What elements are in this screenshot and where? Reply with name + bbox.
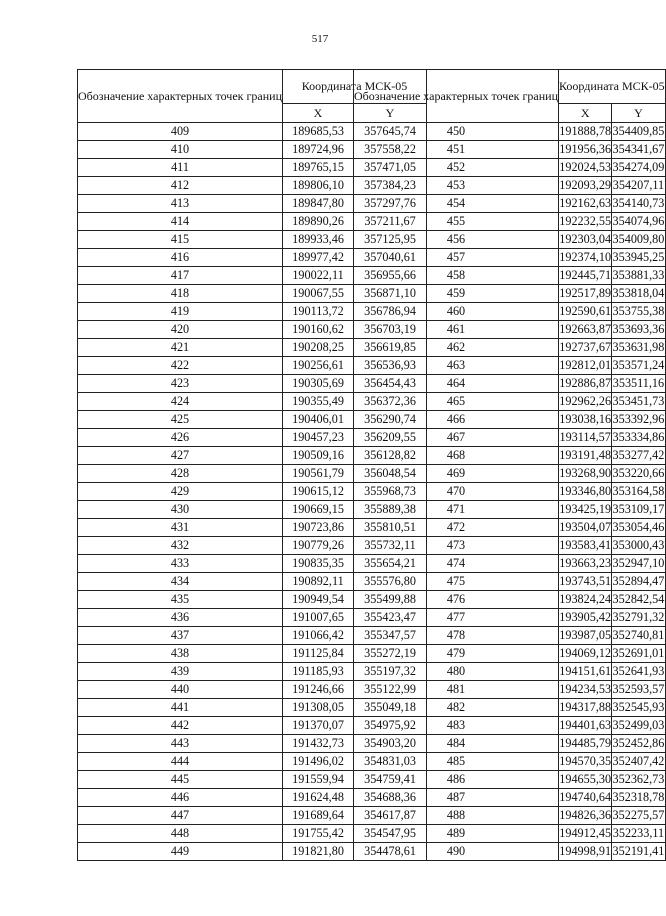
point-number-cell: 430 (78, 501, 283, 519)
table-row (354, 753, 666, 771)
y-coordinate-cell: 355732,11 (354, 537, 427, 555)
x-coordinate-cell: 191956,36 (559, 141, 612, 159)
table-row (354, 267, 666, 285)
x-coordinate-cell: 190406,01 (283, 411, 354, 429)
x-coordinate-cell: 194151,61 (559, 663, 612, 681)
point-number-cell: 426 (78, 429, 283, 447)
y-coordinate-cell: 356536,93 (354, 357, 427, 375)
table-row (354, 501, 666, 519)
table-row (354, 843, 666, 861)
x-coordinate-cell: 194912,45 (559, 825, 612, 843)
point-number-cell: 470 (354, 483, 559, 501)
y-coordinate-cell: 356786,94 (354, 303, 427, 321)
point-number-cell: 481 (354, 681, 559, 699)
point-number-cell: 425 (78, 411, 283, 429)
x-coordinate-cell: 190561,79 (283, 465, 354, 483)
y-coordinate-cell: 356128,82 (354, 447, 427, 465)
x-coordinate-cell: 193346,80 (559, 483, 612, 501)
y-coordinate-cell: 354478,61 (354, 843, 427, 861)
point-number-cell: 439 (78, 663, 283, 681)
x-coordinate-cell: 190305,69 (283, 375, 354, 393)
y-coordinate-cell: 355423,47 (354, 609, 427, 627)
point-number-cell: 412 (78, 177, 283, 195)
y-coordinate-cell: 355810,51 (354, 519, 427, 537)
point-number-cell: 474 (354, 555, 559, 573)
point-number-cell: 433 (78, 555, 283, 573)
x-coordinate-cell: 189724,96 (283, 141, 354, 159)
y-coordinate-cell: 352362,73 (612, 771, 665, 789)
y-coordinate-cell: 356955,66 (354, 267, 427, 285)
x-coordinate-cell: 194069,12 (559, 645, 612, 663)
x-coordinate-cell: 192093,29 (559, 177, 612, 195)
point-number-cell: 466 (354, 411, 559, 429)
point-number-cell: 410 (78, 141, 283, 159)
y-coordinate-cell: 354617,87 (354, 807, 427, 825)
table-row (354, 627, 666, 645)
coordinates-table-right (353, 69, 666, 861)
x-coordinate-cell: 189685,53 (283, 123, 354, 141)
y-coordinate-cell: 354975,92 (354, 717, 427, 735)
point-number-cell: 419 (78, 303, 283, 321)
table-row (354, 735, 666, 753)
table-row (354, 717, 666, 735)
point-number-cell: 469 (354, 465, 559, 483)
point-number-cell: 421 (78, 339, 283, 357)
x-coordinate-cell: 190067,55 (283, 285, 354, 303)
x-coordinate-cell: 192962,26 (559, 393, 612, 411)
point-number-cell: 451 (354, 141, 559, 159)
x-coordinate-cell: 194234,53 (559, 681, 612, 699)
y-coordinate-cell: 354341,67 (612, 141, 665, 159)
y-coordinate-cell: 352191,41 (612, 843, 665, 861)
x-coordinate-cell: 190256,61 (283, 357, 354, 375)
x-coordinate-cell: 194655,30 (559, 771, 612, 789)
x-coordinate-cell: 194401,63 (559, 717, 612, 735)
x-coordinate-cell: 192232,55 (559, 213, 612, 231)
x-coordinate-cell: 191308,05 (283, 699, 354, 717)
x-coordinate-cell: 193114,57 (559, 429, 612, 447)
x-coordinate-cell: 191559,94 (283, 771, 354, 789)
x-coordinate-cell: 189806,10 (283, 177, 354, 195)
table-row (354, 681, 666, 699)
x-coordinate-cell: 191755,42 (283, 825, 354, 843)
point-number-cell: 445 (78, 771, 283, 789)
y-coordinate-cell: 352791,32 (612, 609, 665, 627)
x-coordinate-cell: 193743,51 (559, 573, 612, 591)
y-coordinate-cell: 355968,73 (354, 483, 427, 501)
point-number-cell: 429 (78, 483, 283, 501)
y-coordinate-cell: 355197,32 (354, 663, 427, 681)
x-coordinate-cell: 189765,15 (283, 159, 354, 177)
table-row (354, 231, 666, 249)
y-coordinate-cell: 352407,42 (612, 753, 665, 771)
y-coordinate-cell: 353220,66 (612, 465, 665, 483)
table-row (354, 555, 666, 573)
y-coordinate-cell: 353945,25 (612, 249, 665, 267)
x-coordinate-cell: 192162,63 (559, 195, 612, 213)
y-coordinate-cell: 353818,04 (612, 285, 665, 303)
point-number-cell: 459 (354, 285, 559, 303)
x-coordinate-cell: 190669,15 (283, 501, 354, 519)
point-number-cell: 447 (78, 807, 283, 825)
table-row (354, 339, 666, 357)
table-row (354, 159, 666, 177)
y-coordinate-cell: 352894,47 (612, 573, 665, 591)
table-row (354, 663, 666, 681)
point-number-cell: 476 (354, 591, 559, 609)
point-number-cell: 440 (78, 681, 283, 699)
x-coordinate-cell: 192737,67 (559, 339, 612, 357)
point-number-cell: 450 (354, 123, 559, 141)
x-coordinate-cell: 191821,80 (283, 843, 354, 861)
point-number-cell: 417 (78, 267, 283, 285)
x-coordinate-cell: 194570,35 (559, 753, 612, 771)
y-coordinate-cell: 353277,42 (612, 447, 665, 465)
table-row (354, 195, 666, 213)
point-number-cell: 427 (78, 447, 283, 465)
table-row (354, 357, 666, 375)
y-coordinate-cell: 356703,19 (354, 321, 427, 339)
table-row (354, 303, 666, 321)
x-coordinate-cell: 193038,16 (559, 411, 612, 429)
y-coordinate-cell: 352233,11 (612, 825, 665, 843)
y-coordinate-cell: 352452,86 (612, 735, 665, 753)
point-number-cell: 455 (354, 213, 559, 231)
table-row (354, 609, 666, 627)
point-number-cell: 490 (354, 843, 559, 861)
y-coordinate-cell: 354903,20 (354, 735, 427, 753)
x-coordinate-cell: 193824,24 (559, 591, 612, 609)
header-coord-label: Координата МСК-05 (283, 70, 427, 104)
point-number-cell: 463 (354, 357, 559, 375)
x-coordinate-cell: 192024,53 (559, 159, 612, 177)
x-coordinate-cell: 192445,71 (559, 267, 612, 285)
y-coordinate-cell: 353881,33 (612, 267, 665, 285)
x-coordinate-cell: 193268,90 (559, 465, 612, 483)
header-point-label: Обозначение характерных точек границ (78, 70, 283, 123)
page-number: 517 (311, 33, 329, 45)
header-y-label: Y (612, 104, 665, 123)
y-coordinate-cell: 356619,85 (354, 339, 427, 357)
table-row (354, 573, 666, 591)
table-row (354, 645, 666, 663)
header-coord-label: Координата МСК-05 (559, 70, 666, 104)
x-coordinate-cell: 194998,91 (559, 843, 612, 861)
y-coordinate-cell: 353109,17 (612, 501, 665, 519)
y-coordinate-cell: 357211,67 (354, 213, 427, 231)
y-coordinate-cell: 355499,88 (354, 591, 427, 609)
point-number-cell: 441 (78, 699, 283, 717)
table-row (354, 483, 666, 501)
x-coordinate-cell: 190723,86 (283, 519, 354, 537)
y-coordinate-cell: 354688,36 (354, 789, 427, 807)
point-number-cell: 411 (78, 159, 283, 177)
y-coordinate-cell: 352842,54 (612, 591, 665, 609)
point-number-cell: 431 (78, 519, 283, 537)
y-coordinate-cell: 353054,46 (612, 519, 665, 537)
y-coordinate-cell: 353392,96 (612, 411, 665, 429)
point-number-cell: 452 (354, 159, 559, 177)
table-row (354, 519, 666, 537)
table-row (354, 141, 666, 159)
x-coordinate-cell: 190835,35 (283, 555, 354, 573)
point-number-cell: 484 (354, 735, 559, 753)
x-coordinate-cell: 190949,54 (283, 591, 354, 609)
table-row (354, 699, 666, 717)
x-coordinate-cell: 192517,89 (559, 285, 612, 303)
y-coordinate-cell: 352947,10 (612, 555, 665, 573)
table-row (354, 771, 666, 789)
x-coordinate-cell: 192590,61 (559, 303, 612, 321)
x-coordinate-cell: 191066,42 (283, 627, 354, 645)
y-coordinate-cell: 357297,76 (354, 195, 427, 213)
point-number-cell: 479 (354, 645, 559, 663)
y-coordinate-cell: 355347,57 (354, 627, 427, 645)
x-coordinate-cell: 191246,66 (283, 681, 354, 699)
point-number-cell: 486 (354, 771, 559, 789)
x-coordinate-cell: 193905,42 (559, 609, 612, 627)
header-x-label: X (559, 104, 612, 123)
y-coordinate-cell: 354409,85 (612, 123, 665, 141)
y-coordinate-cell: 354831,03 (354, 753, 427, 771)
point-number-cell: 477 (354, 609, 559, 627)
x-coordinate-cell: 191007,65 (283, 609, 354, 627)
y-coordinate-cell: 355049,18 (354, 699, 427, 717)
y-coordinate-cell: 356209,55 (354, 429, 427, 447)
point-number-cell: 409 (78, 123, 283, 141)
y-coordinate-cell: 353000,43 (612, 537, 665, 555)
y-coordinate-cell: 354009,80 (612, 231, 665, 249)
point-number-cell: 462 (354, 339, 559, 357)
y-coordinate-cell: 355272,19 (354, 645, 427, 663)
y-coordinate-cell: 357471,05 (354, 159, 427, 177)
table-row (354, 807, 666, 825)
header-point-label: Обозначение характерных точек границ (354, 70, 559, 123)
table-row (354, 537, 666, 555)
x-coordinate-cell: 190160,62 (283, 321, 354, 339)
point-number-cell: 483 (354, 717, 559, 735)
point-number-cell: 436 (78, 609, 283, 627)
header-x-label: X (283, 104, 354, 123)
point-number-cell: 482 (354, 699, 559, 717)
x-coordinate-cell: 193583,41 (559, 537, 612, 555)
y-coordinate-cell: 355889,38 (354, 501, 427, 519)
table-row (354, 321, 666, 339)
x-coordinate-cell: 189847,80 (283, 195, 354, 213)
point-number-cell: 473 (354, 537, 559, 555)
table-row (354, 177, 666, 195)
point-number-cell: 478 (354, 627, 559, 645)
point-number-cell: 443 (78, 735, 283, 753)
x-coordinate-cell: 191125,84 (283, 645, 354, 663)
table-row (354, 789, 666, 807)
x-coordinate-cell: 192812,01 (559, 357, 612, 375)
y-coordinate-cell: 356048,54 (354, 465, 427, 483)
point-number-cell: 487 (354, 789, 559, 807)
point-number-cell: 453 (354, 177, 559, 195)
x-coordinate-cell: 193425,19 (559, 501, 612, 519)
y-coordinate-cell: 353693,36 (612, 321, 665, 339)
table-row (354, 213, 666, 231)
point-number-cell: 413 (78, 195, 283, 213)
x-coordinate-cell: 190615,12 (283, 483, 354, 501)
point-number-cell: 449 (78, 843, 283, 861)
point-number-cell: 423 (78, 375, 283, 393)
point-number-cell: 461 (354, 321, 559, 339)
point-number-cell: 428 (78, 465, 283, 483)
y-coordinate-cell: 353334,86 (612, 429, 665, 447)
y-coordinate-cell: 352545,93 (612, 699, 665, 717)
point-number-cell: 471 (354, 501, 559, 519)
point-number-cell: 489 (354, 825, 559, 843)
point-number-cell: 464 (354, 375, 559, 393)
x-coordinate-cell: 190208,25 (283, 339, 354, 357)
table-row (354, 591, 666, 609)
table-row (354, 411, 666, 429)
x-coordinate-cell: 194826,36 (559, 807, 612, 825)
y-coordinate-cell: 355122,99 (354, 681, 427, 699)
x-coordinate-cell: 191185,93 (283, 663, 354, 681)
x-coordinate-cell: 191624,48 (283, 789, 354, 807)
x-coordinate-cell: 191888,78 (559, 123, 612, 141)
y-coordinate-cell: 356290,74 (354, 411, 427, 429)
point-number-cell: 475 (354, 573, 559, 591)
point-number-cell: 472 (354, 519, 559, 537)
y-coordinate-cell: 357558,22 (354, 141, 427, 159)
x-coordinate-cell: 189977,42 (283, 249, 354, 267)
y-coordinate-cell: 353511,16 (612, 375, 665, 393)
y-coordinate-cell: 354207,11 (612, 177, 665, 195)
point-number-cell: 454 (354, 195, 559, 213)
y-coordinate-cell: 352641,93 (612, 663, 665, 681)
point-number-cell: 467 (354, 429, 559, 447)
y-coordinate-cell: 354274,09 (612, 159, 665, 177)
point-number-cell: 485 (354, 753, 559, 771)
x-coordinate-cell: 191432,73 (283, 735, 354, 753)
point-number-cell: 457 (354, 249, 559, 267)
point-number-cell: 444 (78, 753, 283, 771)
y-coordinate-cell: 352318,78 (612, 789, 665, 807)
x-coordinate-cell: 194740,64 (559, 789, 612, 807)
y-coordinate-cell: 356871,10 (354, 285, 427, 303)
point-number-cell: 468 (354, 447, 559, 465)
x-coordinate-cell: 192663,87 (559, 321, 612, 339)
x-coordinate-cell: 190779,26 (283, 537, 354, 555)
header-y-label: Y (354, 104, 427, 123)
point-number-cell: 424 (78, 393, 283, 411)
table-row (354, 825, 666, 843)
y-coordinate-cell: 353164,58 (612, 483, 665, 501)
point-number-cell: 465 (354, 393, 559, 411)
table-row (354, 393, 666, 411)
table-row (354, 429, 666, 447)
point-number-cell: 418 (78, 285, 283, 303)
y-coordinate-cell: 356372,36 (354, 393, 427, 411)
point-number-cell: 460 (354, 303, 559, 321)
x-coordinate-cell: 192886,87 (559, 375, 612, 393)
x-coordinate-cell: 193504,07 (559, 519, 612, 537)
point-number-cell: 438 (78, 645, 283, 663)
y-coordinate-cell: 355576,80 (354, 573, 427, 591)
x-coordinate-cell: 190022,11 (283, 267, 354, 285)
point-number-cell: 488 (354, 807, 559, 825)
y-coordinate-cell: 356454,43 (354, 375, 427, 393)
x-coordinate-cell: 191370,07 (283, 717, 354, 735)
x-coordinate-cell: 193987,05 (559, 627, 612, 645)
point-number-cell: 446 (78, 789, 283, 807)
x-coordinate-cell: 189890,26 (283, 213, 354, 231)
x-coordinate-cell: 192374,10 (559, 249, 612, 267)
table-row (354, 249, 666, 267)
point-number-cell: 432 (78, 537, 283, 555)
y-coordinate-cell: 352593,57 (612, 681, 665, 699)
x-coordinate-cell: 191496,02 (283, 753, 354, 771)
table-row (354, 285, 666, 303)
x-coordinate-cell: 191689,64 (283, 807, 354, 825)
y-coordinate-cell: 354074,96 (612, 213, 665, 231)
y-coordinate-cell: 354140,73 (612, 195, 665, 213)
x-coordinate-cell: 193663,23 (559, 555, 612, 573)
y-coordinate-cell: 352275,57 (612, 807, 665, 825)
point-number-cell: 456 (354, 231, 559, 249)
y-coordinate-cell: 352740,81 (612, 627, 665, 645)
x-coordinate-cell: 190457,23 (283, 429, 354, 447)
point-number-cell: 480 (354, 663, 559, 681)
point-number-cell: 448 (78, 825, 283, 843)
point-number-cell: 442 (78, 717, 283, 735)
y-coordinate-cell: 354759,41 (354, 771, 427, 789)
x-coordinate-cell: 190355,49 (283, 393, 354, 411)
table-row (354, 465, 666, 483)
point-number-cell: 420 (78, 321, 283, 339)
point-number-cell: 415 (78, 231, 283, 249)
y-coordinate-cell: 357125,95 (354, 231, 427, 249)
point-number-cell: 435 (78, 591, 283, 609)
x-coordinate-cell: 194485,79 (559, 735, 612, 753)
y-coordinate-cell: 357645,74 (354, 123, 427, 141)
y-coordinate-cell: 355654,21 (354, 555, 427, 573)
x-coordinate-cell: 190509,16 (283, 447, 354, 465)
point-number-cell: 416 (78, 249, 283, 267)
table-row (354, 447, 666, 465)
y-coordinate-cell: 357384,23 (354, 177, 427, 195)
x-coordinate-cell: 193191,48 (559, 447, 612, 465)
table-body (354, 123, 666, 861)
table-row (354, 375, 666, 393)
y-coordinate-cell: 353755,38 (612, 303, 665, 321)
table-row (354, 123, 666, 141)
y-coordinate-cell: 357040,61 (354, 249, 427, 267)
y-coordinate-cell: 353451,73 (612, 393, 665, 411)
y-coordinate-cell: 352499,03 (612, 717, 665, 735)
x-coordinate-cell: 190113,72 (283, 303, 354, 321)
point-number-cell: 458 (354, 267, 559, 285)
x-coordinate-cell: 189933,46 (283, 231, 354, 249)
x-coordinate-cell: 190892,11 (283, 573, 354, 591)
point-number-cell: 414 (78, 213, 283, 231)
point-number-cell: 437 (78, 627, 283, 645)
point-number-cell: 434 (78, 573, 283, 591)
y-coordinate-cell: 353571,24 (612, 357, 665, 375)
point-number-cell: 422 (78, 357, 283, 375)
y-coordinate-cell: 352691,01 (612, 645, 665, 663)
y-coordinate-cell: 353631,98 (612, 339, 665, 357)
x-coordinate-cell: 194317,88 (559, 699, 612, 717)
y-coordinate-cell: 354547,95 (354, 825, 427, 843)
x-coordinate-cell: 192303,04 (559, 231, 612, 249)
